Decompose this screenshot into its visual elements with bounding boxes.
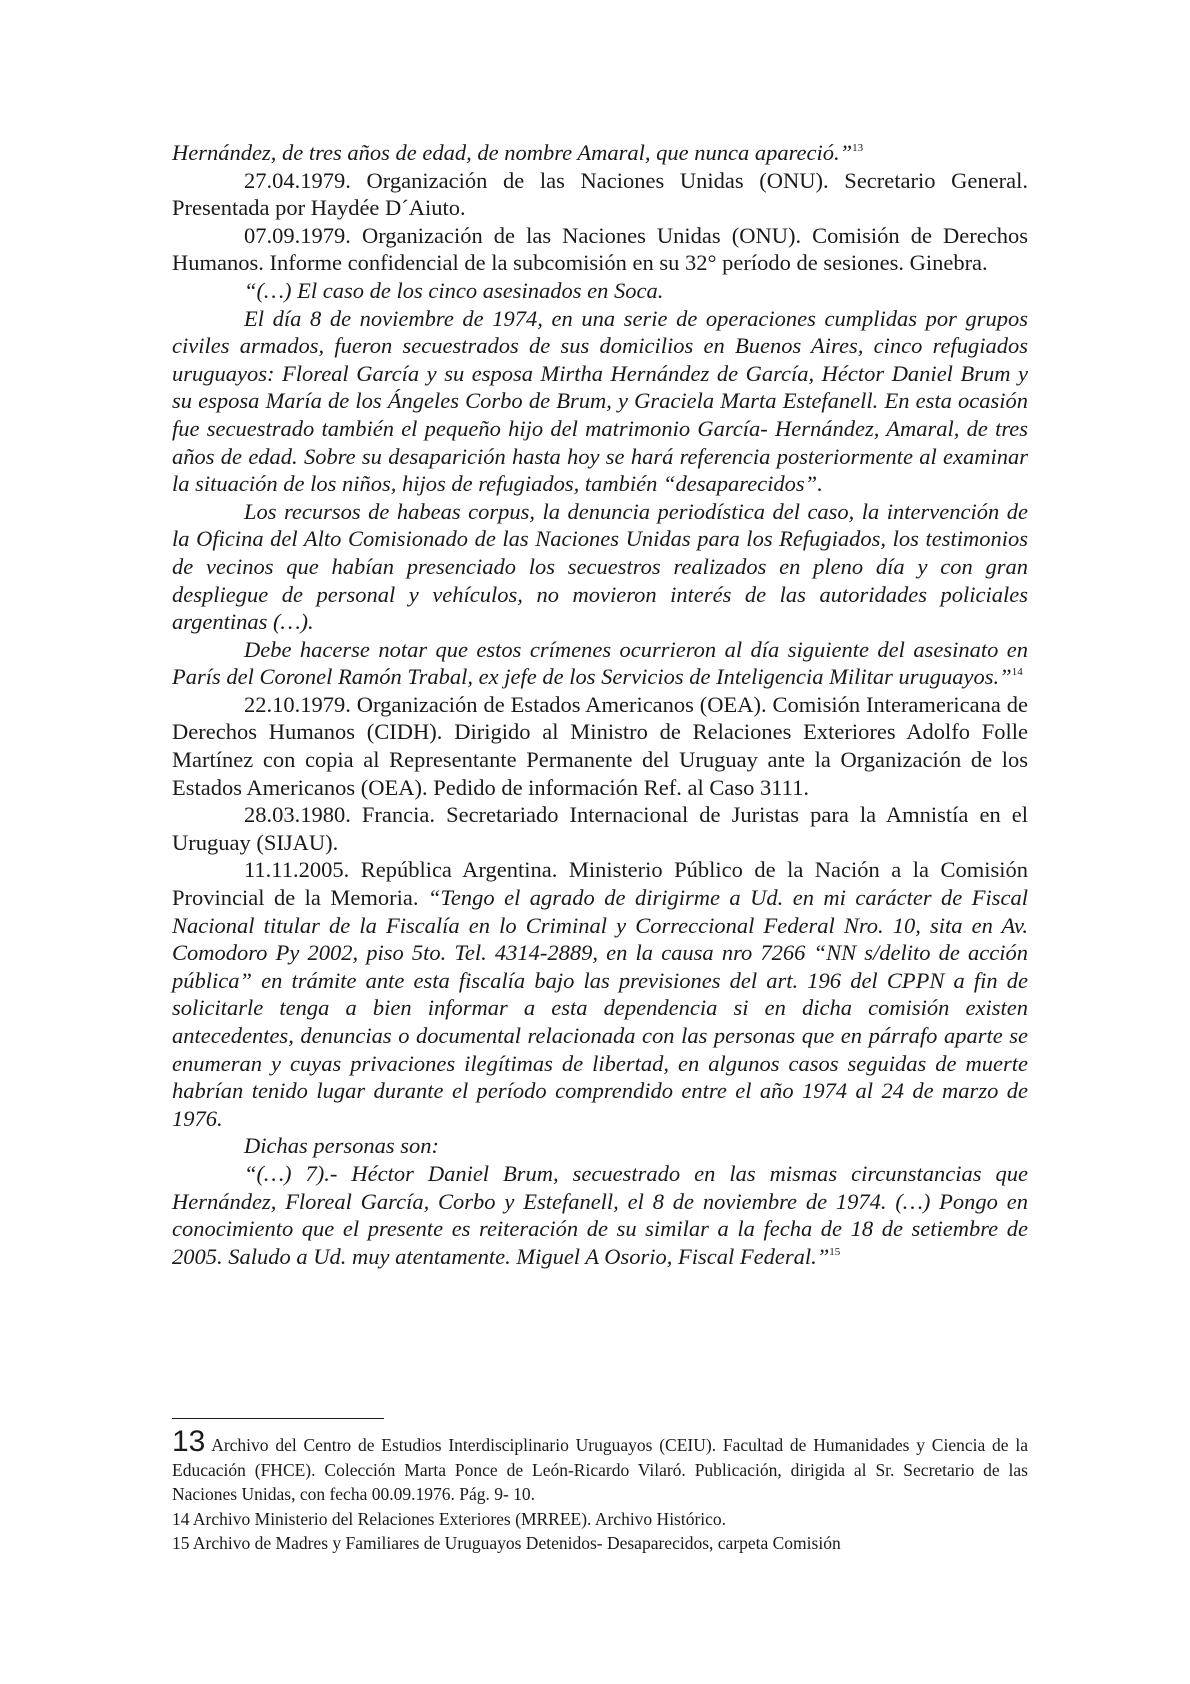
footnote-15: [172, 1531, 1028, 1556]
footnote-13: [172, 1425, 1028, 1507]
quote-text: “Tengo el agrado de dirigirme a Ud. en mi carácter de Fiscal Nacional titular de la Fiscalía en lo Criminal y Correccional Federal Nro. 10, sita en Av. Comodoro Py 2002, piso 5to. Tel. 4314-2889, en la causa nro 7266 “NN s/delito de acción pública” en trámite ante esta fiscalía bajo las previsiones del art. 196 del CPPN a fin de solicitarle tenga a bien informar a esta dependencia si en dicha comisión existen antecedentes, denuncias o documental relacionada con las personas que en párrafo aparte se enumeran y cuyas privaciones ilegítimas de libertad, en algunos casos seguidas de muerte habrían tenido lugar durante el período comprendido entre el año 1974 al 24 de marzo de 1976.: [172, 885, 1028, 1131]
footnote-ref-13[interactable]: 13: [852, 142, 864, 154]
quote-text: “(…) 7).- Héctor Daniel Brum, secuestrado en las mismas circunstancias que Hernández, Floreal García, Corbo y Estefanell, el 8 de noviembre de 1974. (…) Pongo en conocimiento que el presente es reiteración de su similar a la fecha de 18 de setiembre de 2005. Saludo a Ud. muy atentamente. Miguel A Osorio, Fiscal Federal.”: [172, 1160, 1028, 1269]
paragraph: [172, 139, 1028, 167]
footnote-ref-15[interactable]: 15: [829, 1245, 841, 1258]
footnotes: [172, 1425, 1028, 1556]
footnote-14: [172, 1507, 1028, 1532]
paragraph: [172, 1160, 1028, 1270]
paragraph: Los recursos de habeas corpus, la denuncia periodística del caso, la intervención de la Oficina del Alto Comisionado de las Naciones Unidas para los Refugiados, los testimonios de vecinos que habían presenciado los secuestros realizados en pleno día y con gran despliegue de personal y vehículos, no movieron interés de las autoridades policiales argentinas (…).: [172, 498, 1028, 635]
footnote-number: 14: [172, 1508, 190, 1529]
footnote-number: 15: [172, 1533, 190, 1553]
paragraph: 22.10.1979. Organización de Estados Americanos (OEA). Comisión Interamericana de Derechos Humanos (CIDH). Dirigido al Ministro de Relaciones Exteriores Adolfo Folle Martínez con copia al Representante Permanente del Uruguay ante la Organización de los Estados Americanos (OEA). Pedido de información Ref. al Caso 3111.: [172, 691, 1028, 800]
paragraph: [172, 636, 1028, 691]
paragraph: Dichas personas son:: [244, 1133, 439, 1159]
paragraph: 27.04.1979. Organización de las Naciones Unidas (ONU). Secretario General. Presentada por Haydée D´Aiuto.: [172, 167, 1028, 221]
quote-text: Debe hacerse notar que estos crímenes ocurrieron al día siguiente del asesinato en París del Coronel Ramón Trabal, ex jefe de los Servicios de Inteligencia Militar uruguayos.”: [172, 636, 1028, 690]
paragraph: El día 8 de noviembre de 1974, en una serie de operaciones cumplidas por grupos civiles armados, fueron secuestrados de sus domicilios en Buenos Aires, cinco refugiados uruguayos: Floreal García y su esposa Mirtha Hernández de García, Héctor Daniel Brum y su esposa María de los Ángeles Corbo de Brum, y Graciela Marta Estefanell. En esta ocasión fue secuestrado también el pequeño hijo del matrimonio García- Hernández, Amaral, de tres años de edad. Sobre su desaparición hasta hoy se hará referencia posteriormente al examinar la situación de los niños, hijos de refugiados, también “desaparecidos”.: [172, 305, 1028, 497]
footnote-ref-14[interactable]: 14: [1011, 666, 1023, 679]
document-body: [172, 139, 1028, 1270]
paragraph: 28.03.1980. Francia. Secretariado Internacional de Juristas para la Amnistía en el Uruguay (SIJAU).: [172, 802, 1028, 855]
paragraph: “(…) El caso de los cinco asesinados en Soca.: [244, 277, 664, 303]
footnote-text: Archivo Ministerio del Relaciones Exteriores (MRREE). Archivo Histórico.: [189, 1508, 727, 1529]
footnote-text: Archivo de Madres y Familiares de Uruguayos Detenidos- Desaparecidos, carpeta Comisión: [189, 1533, 841, 1553]
paragraph: [172, 856, 1028, 1132]
footnote-number: 13: [172, 1425, 206, 1458]
quote-text: Hernández, de tres años de edad, de nombre Amaral, que nunca apareció.”: [172, 140, 853, 165]
footnote-separator: [172, 1418, 384, 1419]
footnote-text: Archivo del Centro de Estudios Interdisciplinario Uruguayos (CEIU). Facultad de Humanidades y Ciencia de la Educación (FHCE). Colección Marta Ponce de León-Ricardo Vilaró. Publicación, dirigida al Sr. Secretario de las Naciones Unidas, con fecha 00.09.1976. Pág. 9- 10.: [172, 1435, 1028, 1504]
paragraph-text: 11.11.2005. República Argentina. Ministerio Público de la Nación a la Comisión Provincial de la Memoria.: [172, 857, 1028, 911]
paragraph: 07.09.1979. Organización de las Naciones Unidas (ONU). Comisión de Derechos Humanos. Informe confidencial de la subcomisión en su 32° período de sesiones. Ginebra.: [172, 222, 1028, 276]
